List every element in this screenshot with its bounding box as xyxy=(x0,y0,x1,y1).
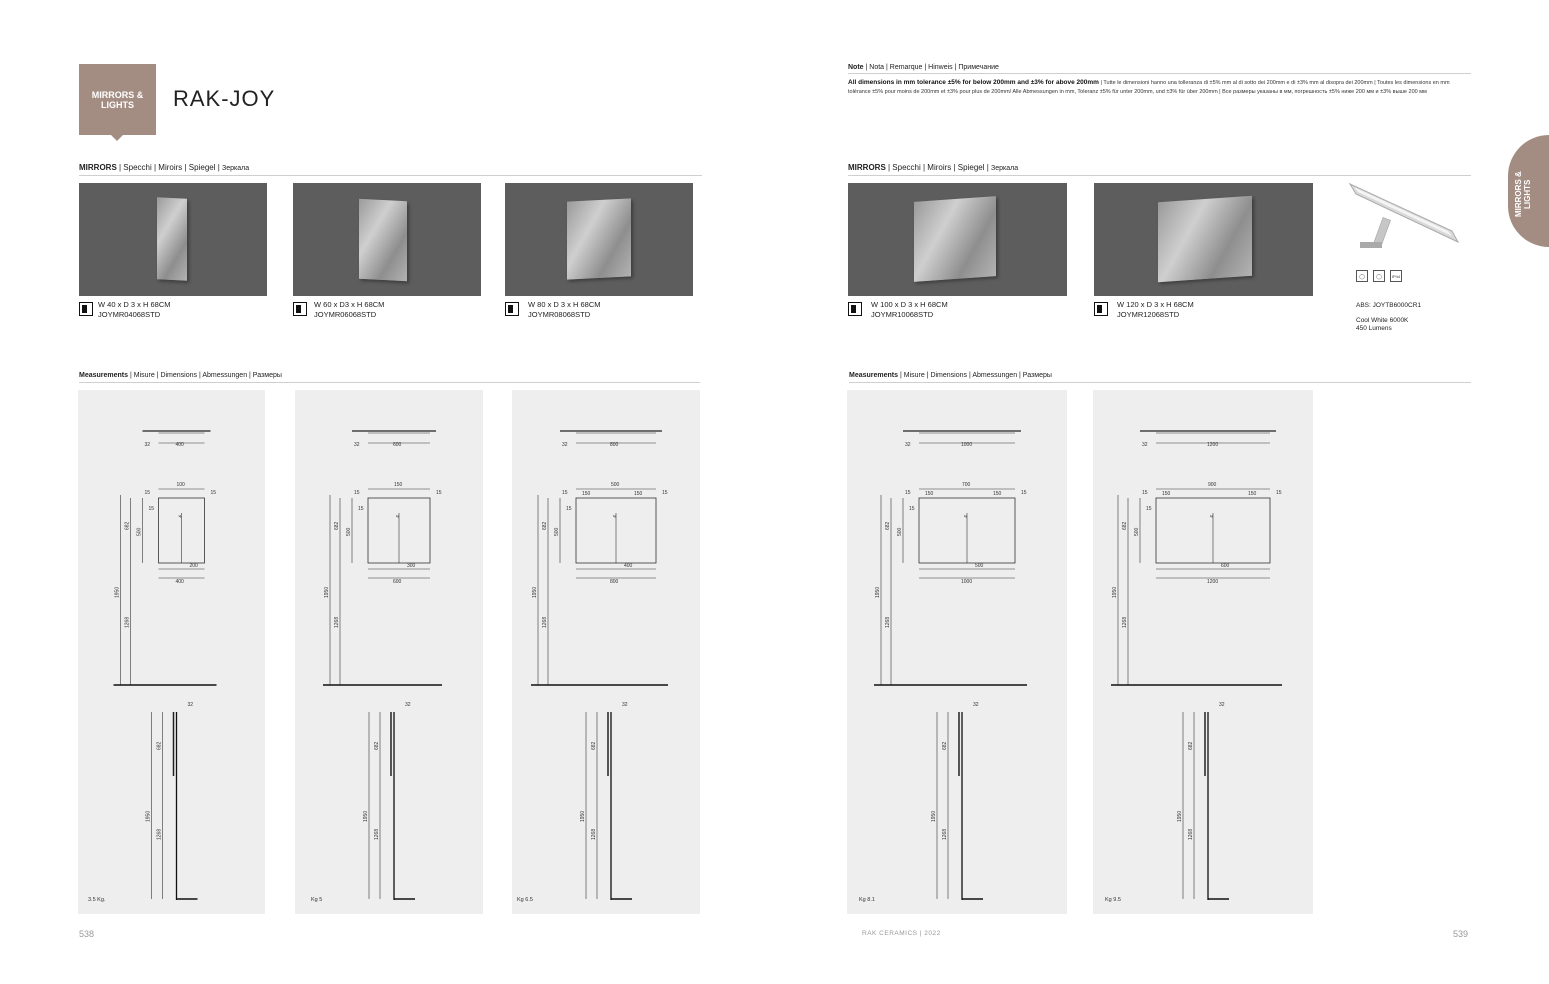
fix-h-label: 1268 xyxy=(885,616,891,628)
mirror-h-label: 500 xyxy=(554,527,560,536)
mirrors-ru: Зеркала xyxy=(991,165,1019,172)
half-label: 500 xyxy=(975,563,984,569)
width-label: 400 xyxy=(175,442,184,448)
edge-label: 15 xyxy=(436,490,442,496)
product-code: JOYMR12068STD xyxy=(1117,310,1180,319)
measurements-rest: | Misure | Dimensions | Abmessungen | Размеры xyxy=(128,372,282,379)
depth-label: 32 xyxy=(405,702,411,708)
mirrors-bold: MIRRORS xyxy=(79,163,117,172)
light-lumens: 450 Lumens xyxy=(1356,325,1392,332)
width-label: 400 xyxy=(175,579,184,585)
depth-label: 32 xyxy=(1219,702,1225,708)
half-label: 400 xyxy=(624,563,633,569)
mirror-h-label: 500 xyxy=(136,527,143,536)
product-dims: W 100 x D 3 x H 68CM xyxy=(871,300,948,309)
edge-label: 15 xyxy=(210,490,217,496)
technical-drawing xyxy=(78,390,265,914)
weight-label: Kg 9.5 xyxy=(1105,897,1121,903)
mount-icon xyxy=(293,302,307,316)
weight-label: Kg 5 xyxy=(311,897,323,903)
mirrors-rest: | Specchi | Miroirs | Spiegel | xyxy=(885,163,992,172)
product-code: JOYMR06068STD xyxy=(314,310,377,319)
width-label: 600 xyxy=(393,579,402,585)
inner-label: 700 xyxy=(962,482,971,488)
width-label: 800 xyxy=(610,442,619,448)
category-badge xyxy=(79,64,156,135)
fix-h-label: 1268 xyxy=(124,616,131,628)
depth-label: 32 xyxy=(622,702,628,708)
technical-drawing xyxy=(1093,390,1313,914)
page-title: RAK-JOY xyxy=(173,86,276,111)
note-heading xyxy=(848,64,999,71)
edge-label: 15 xyxy=(1142,490,1148,496)
edge-label: 15 xyxy=(562,490,568,496)
half-label: 200 xyxy=(189,563,198,569)
side-tab[interactable] xyxy=(1508,135,1549,247)
product-code: JOYMR10068STD xyxy=(871,310,934,319)
footer-brand: RAK CERAMICS | 2022 xyxy=(862,930,941,937)
technical-drawing xyxy=(847,390,1067,914)
product-dims: W 40 x D 3 x H 68CM xyxy=(98,300,171,309)
light-code: ABS: JOYTB6000CR1 xyxy=(1356,302,1422,309)
edge-label: 15 xyxy=(909,506,915,512)
mirrors-bold: MIRRORS xyxy=(848,163,886,172)
total-h-label: 682 xyxy=(942,741,948,750)
edge-label: 15 xyxy=(354,490,360,496)
mirrors-rest: | Specchi | Miroirs | Spiegel | xyxy=(116,163,223,172)
floor-h-label: 1950 xyxy=(1177,810,1183,822)
depth-label: 32 xyxy=(144,442,151,448)
total-h-label: 682 xyxy=(1188,741,1194,750)
drawing-panel-3 xyxy=(512,390,700,914)
half-label: 600 xyxy=(1221,563,1230,569)
bulb-icon: ◯ xyxy=(1356,270,1368,282)
page-number-right: 539 xyxy=(1453,929,1469,939)
total-h-label: 682 xyxy=(374,741,380,750)
inner2-label: 150 xyxy=(993,491,1002,497)
drawing-panel-4 xyxy=(847,390,1067,914)
fix-h-label: 1268 xyxy=(591,828,597,840)
floor-h-label: 1950 xyxy=(532,586,538,598)
note-heading-rest: | Nota | Remarque | Hinweis | Примечание xyxy=(863,64,999,71)
edge-label: 15 xyxy=(662,490,668,496)
depth-label: 32 xyxy=(354,442,360,448)
product-photo-3 xyxy=(505,183,693,296)
total-h-label: 682 xyxy=(542,521,548,530)
technical-drawing xyxy=(512,390,700,914)
ip44-icon xyxy=(1390,270,1402,282)
inner2-label: 150 xyxy=(582,491,591,497)
fix-h-label: 1268 xyxy=(542,616,548,628)
inner-label: 100 xyxy=(176,482,185,488)
edge-label: 15 xyxy=(148,506,155,512)
measurements-heading-right xyxy=(849,372,1052,379)
measurements-bold: Measurements xyxy=(849,372,899,379)
fixing-symbol: ч xyxy=(964,514,967,520)
inner-label: 500 xyxy=(611,482,620,488)
drawing-panel-2 xyxy=(295,390,483,914)
section-divider xyxy=(79,175,702,176)
measurements-rest: | Misure | Dimensions | Abmessungen | Размеры xyxy=(898,372,1052,379)
mount-icon xyxy=(1094,302,1108,316)
width-label: 1000 xyxy=(961,579,973,585)
note-heading-bold: Note xyxy=(848,64,864,71)
total-h-label: 682 xyxy=(334,521,340,530)
light-photo xyxy=(1342,176,1464,261)
side-tab-label: MIRRORS & LIGHTS xyxy=(1514,171,1532,217)
depth-label: 32 xyxy=(187,702,194,708)
product-code: JOYMR04068STD xyxy=(98,310,161,319)
product-dims: W 120 x D 3 x H 68CM xyxy=(1117,300,1194,309)
width-label: 1000 xyxy=(961,442,973,448)
product-photo-4 xyxy=(848,183,1067,296)
mount-icon xyxy=(848,302,862,316)
floor-h-label: 1950 xyxy=(931,810,937,822)
note-body-bold: All dimensions in mm tolerance ±5% for below 200mm and ±3% for above 200mm xyxy=(848,79,1099,86)
product-dims: W 80 x D 3 x H 68CM xyxy=(528,300,601,309)
inner2-label: 150 xyxy=(1162,491,1171,497)
note-body-rest: | Tutte le dimensioni hanno una tolleranza di ±5% mm al di sotto dei 200mm e di ±3% mm al disopra dei 200mm | Toutes les dimensions en mm tolérance ±5% pour moins de 200mm et ±3% pour plus de 200mm/ Alle Abmessungen in mm, Toleranz ±5% für unter 200mm, und ±3% für über 200mm | Все размеры указаны в мм, погрешность ±5% ниже 200 мм и ±3% выше 200 мм xyxy=(848,80,1450,95)
product-photo-1 xyxy=(79,183,267,296)
inner-label: 900 xyxy=(1208,482,1217,488)
note-body xyxy=(848,78,1473,97)
inner2-label: 150 xyxy=(925,491,934,497)
section-divider xyxy=(79,382,700,383)
edge-label: 15 xyxy=(1146,506,1152,512)
inner2-label: 150 xyxy=(1248,491,1257,497)
depth-label: 32 xyxy=(562,442,568,448)
floor-h-label: 1950 xyxy=(363,810,369,822)
fix-h-label: 1268 xyxy=(374,828,380,840)
width-label: 1200 xyxy=(1207,579,1219,585)
total-h-label: 682 xyxy=(124,521,131,530)
technical-drawing xyxy=(295,390,483,914)
light-color-temp: Cool White 6000K xyxy=(1356,317,1409,324)
fix-h-label: 1268 xyxy=(1188,828,1194,840)
fixing-symbol: ч xyxy=(178,514,182,520)
note-divider xyxy=(848,73,1471,74)
edge-label: 15 xyxy=(1021,490,1027,496)
mirrors-section-heading-right xyxy=(848,163,1018,172)
mount-icon xyxy=(79,302,93,316)
floor-h-label: 1950 xyxy=(114,586,121,598)
width-label: 600 xyxy=(393,442,402,448)
weight-label: 3.5 Kg. xyxy=(88,897,106,903)
fixing-symbol: ч xyxy=(1210,514,1213,520)
floor-h-label: 1950 xyxy=(1112,586,1118,598)
floor-h-label: 1950 xyxy=(875,586,881,598)
floor-h-label: 1950 xyxy=(580,810,586,822)
weight-label: Kg 6.5 xyxy=(517,897,533,903)
inner-label: 150 xyxy=(394,482,403,488)
depth-label: 32 xyxy=(973,702,979,708)
total-h-label: 682 xyxy=(885,521,891,530)
measurements-bold: Measurements xyxy=(79,372,129,379)
mirror-h-label: 500 xyxy=(346,527,352,536)
product-photo-5 xyxy=(1094,183,1313,296)
mirrors-ru: Зеркала xyxy=(222,165,250,172)
product-dims: W 60 x D3 x H 68CM xyxy=(314,300,385,309)
total-h-label: 682 xyxy=(156,741,163,750)
edge-label: 15 xyxy=(566,506,572,512)
edge-label: 15 xyxy=(358,506,364,512)
page-number-left: 538 xyxy=(79,929,95,939)
section-divider xyxy=(849,382,1471,383)
total-h-label: 682 xyxy=(591,741,597,750)
measurements-heading-left xyxy=(79,372,282,379)
fix-h-label: 1268 xyxy=(334,616,340,628)
fix-h-label: 1268 xyxy=(1122,616,1128,628)
mirror-h-label: 500 xyxy=(1134,527,1140,536)
mount-icon xyxy=(505,302,519,316)
mirrors-section-heading-left xyxy=(79,163,249,172)
floor-h-label: 1950 xyxy=(145,810,152,822)
category-label: MIRRORS & LIGHTS xyxy=(91,89,144,110)
total-h-label: 682 xyxy=(1122,521,1128,530)
drawing-panel-1 xyxy=(78,390,265,914)
edge-label: 15 xyxy=(1276,490,1282,496)
depth-label: 32 xyxy=(905,442,911,448)
edge-label: 15 xyxy=(144,490,151,496)
fix-h-label: 1268 xyxy=(942,828,948,840)
floor-h-label: 1950 xyxy=(324,586,330,598)
mirror-h-label: 500 xyxy=(897,527,903,536)
half-label: 300 xyxy=(407,563,416,569)
ip44-label: IP44 xyxy=(1391,274,1401,279)
edge-label: 15 xyxy=(905,490,911,496)
fixing-symbol: ч xyxy=(613,514,616,520)
product-photo-2 xyxy=(293,183,481,296)
light-icons xyxy=(1356,270,1402,282)
led-icon: ◯ xyxy=(1373,270,1385,282)
depth-label: 32 xyxy=(1142,442,1148,448)
width-label: 1200 xyxy=(1207,442,1219,448)
width-label: 800 xyxy=(610,579,619,585)
product-code: JOYMR08068STD xyxy=(528,310,591,319)
fix-h-label: 1268 xyxy=(156,828,163,840)
inner2-label: 150 xyxy=(634,491,643,497)
drawing-panel-5 xyxy=(1093,390,1313,914)
weight-label: Kg 8.1 xyxy=(859,897,875,903)
fixing-symbol: ч xyxy=(396,514,399,520)
